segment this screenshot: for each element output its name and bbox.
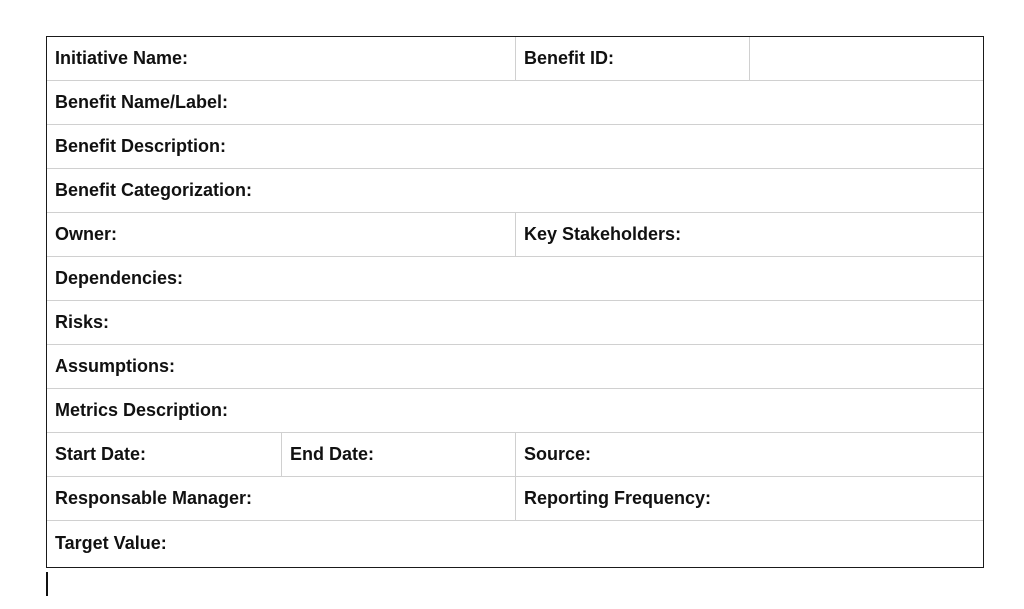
start-date-label: Start Date: [55, 444, 147, 464]
target-value-label: Target Value: [55, 532, 167, 553]
source-cell[interactable] [515, 433, 983, 476]
end-date-label: End Date: [290, 444, 375, 464]
assumptions-cell[interactable] [47, 345, 983, 388]
start-date-cell[interactable] [47, 433, 281, 476]
dependencies-cell[interactable] [47, 257, 983, 300]
row-initiative [47, 37, 983, 81]
benefit-id-cell[interactable] [515, 37, 749, 80]
benefit-description-label: Benefit Description: [55, 136, 227, 156]
text-cursor [46, 572, 48, 596]
end-date-cell[interactable] [281, 433, 515, 476]
initiative-name-cell[interactable] [47, 37, 515, 80]
key-stakeholders-cell[interactable] [515, 213, 983, 256]
risks-cell[interactable] [47, 301, 983, 344]
dependencies-label: Dependencies: [55, 268, 184, 288]
benefit-id-value-cell[interactable] [749, 37, 983, 80]
row-assumptions [47, 345, 983, 389]
row-manager-frequency [47, 477, 983, 521]
initiative-name-label: Initiative Name: [55, 48, 189, 68]
metrics-description-cell[interactable] [47, 389, 983, 432]
benefit-name-label: Benefit Name/Label: [55, 92, 229, 112]
assumptions-label: Assumptions: [55, 356, 176, 376]
risks-label: Risks: [55, 312, 110, 332]
benefit-name-cell[interactable] [47, 81, 983, 124]
row-benefit-name [47, 81, 983, 125]
row-risks [47, 301, 983, 345]
metrics-description-label: Metrics Description: [55, 400, 229, 420]
key-stakeholders-label: Key Stakeholders: [524, 224, 682, 244]
benefit-id-label: Benefit ID: [524, 48, 614, 68]
row-target-value [47, 521, 983, 565]
row-dependencies [47, 257, 983, 301]
owner-label: Owner: [55, 224, 118, 244]
row-benefit-description [47, 125, 983, 169]
benefit-profile-table [46, 36, 984, 568]
source-label: Source: [524, 444, 592, 464]
benefit-description-cell[interactable] [47, 125, 983, 168]
responsable-manager-cell[interactable] [47, 477, 515, 520]
responsable-manager-label: Responsable Manager: [55, 488, 253, 508]
row-benefit-categorization [47, 169, 983, 213]
row-metrics-description [47, 389, 983, 433]
target-value-cell[interactable] [47, 521, 983, 565]
reporting-frequency-cell[interactable] [515, 477, 983, 520]
row-dates-source [47, 433, 983, 477]
row-owner [47, 213, 983, 257]
reporting-frequency-label: Reporting Frequency: [524, 488, 712, 508]
owner-cell[interactable] [47, 213, 515, 256]
benefit-categorization-label: Benefit Categorization: [55, 180, 253, 200]
benefit-categorization-cell[interactable] [47, 169, 983, 212]
